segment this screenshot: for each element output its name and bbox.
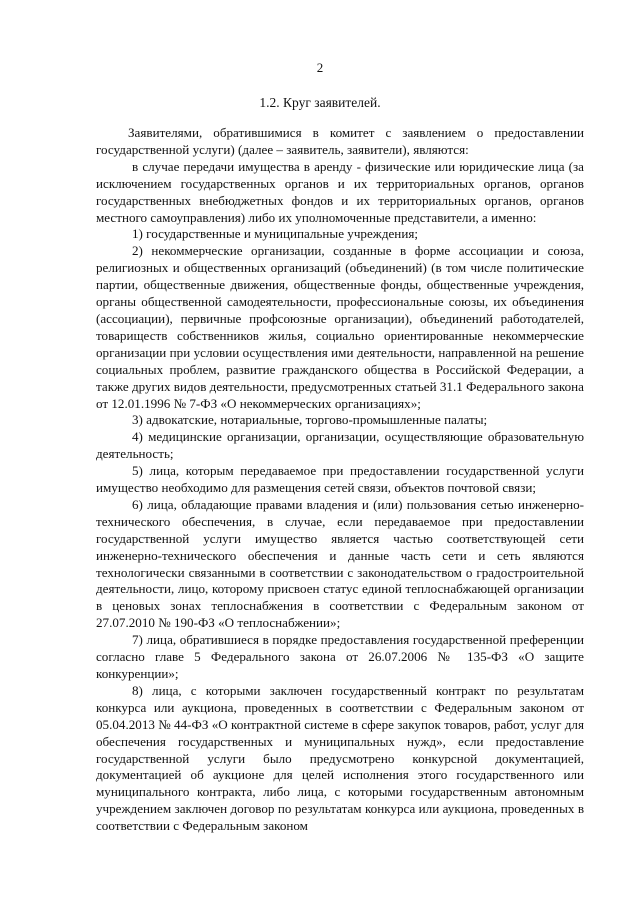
list-item-1: 1) государственные и муниципальные учреждения; (132, 226, 418, 242)
page-number: 2 (316, 60, 324, 75)
list-item-2: 2) некоммерческие организации, созданные в форме ассоциации и союза, религиозных и общественных организаций (объединений) (в том числе политические партии, общественные движения, общественные фонды, общественные учреждения, органы общественной самодеятельности, профессиональные союзы, их объединения (ассоциации), первичные профсоюзные организации), объединений работодателей, товариществ собственников жилья, социально ориентированные некоммерческие организации при условии осуществления ими деятельности, направленной на решение социальных проблем, развитие гражданского общества в Российской Федерации, а также других видов деятельности, предусмотренных статьей 31.1 Федерального закона от 12.01.1996 № 7-ФЗ «О некоммерческих организациях»; (96, 243, 584, 411)
section-title: 1.2. Круг заявителей. (259, 95, 381, 110)
list-item-4: 4) медицинские организации, организации, осуществляющие образовательную деятельность; (96, 429, 584, 462)
list-item-3: 3) адвокатские, нотариальные, торгово-промышленные палаты; (132, 412, 488, 428)
document-body (96, 125, 584, 835)
paragraph-intro: Заявителями, обратившимися в комитет с заявлением о предоставлении государственной услуги) (далее – заявитель, заявители), являются: (96, 125, 584, 157)
list-item-7: 7) лица, обратившиеся в порядке предоставления государственной преференции согласно главе 5 Федерального закона от 26.07.2006 № 135-ФЗ «О защите конкуренции»; (96, 632, 584, 681)
paragraph-lease: в случае передачи имущества в аренду - физические или юридические лица (за исключением государственных органов и их территориальных органов, органов государственных внебюджетных фондов и их территориальных органов, органов местного самоуправления) либо их уполномоченные представители, а именно: (96, 158, 584, 225)
list-item-5: 5) лица, которым передаваемое при предоставлении государственной услуги имущество необходимо для размещения сетей связи, объектов почтовой связи; (96, 463, 584, 496)
list-item-8: 8) лица, с которыми заключен государственный контракт по результатам конкурса или аукциона, проведенных в соответствии с Федеральным законом от 05.04.2013 № 44-ФЗ «О контрактной системе в сфере закупок товаров, работ, услуг для обеспечения государственных и муниципальных нужд», если предоставление государственной услуги было предусмотрено конкурсной документацией, документацией об аукционе для целей исполнения этого государственного или муниципального контракта, либо лица, с которыми государственным автономным учреждением заключен договор по результатам конкурса или аукциона, проведенных в соответствии с Федеральным законом (96, 682, 584, 834)
list-item-6: 6) лица, обладающие правами владения и (или) пользования сетью инженерно-технического обеспечения, в случае, если передаваемое при предоставлении государственной услуги имущество является частью соответствующей сети инженерно-технического обеспечения и данные часть сети и сеть являются технологически связанными в соответствии с законодательством о градостроительной деятельности, лицо, которому присвоен статус единой теплоснабжающей организации в ценовых зонах теплоснабжения в соответствии с Федеральным законом от 27.07.2010 № 190-ФЗ «О теплоснабжении»; (96, 496, 584, 631)
